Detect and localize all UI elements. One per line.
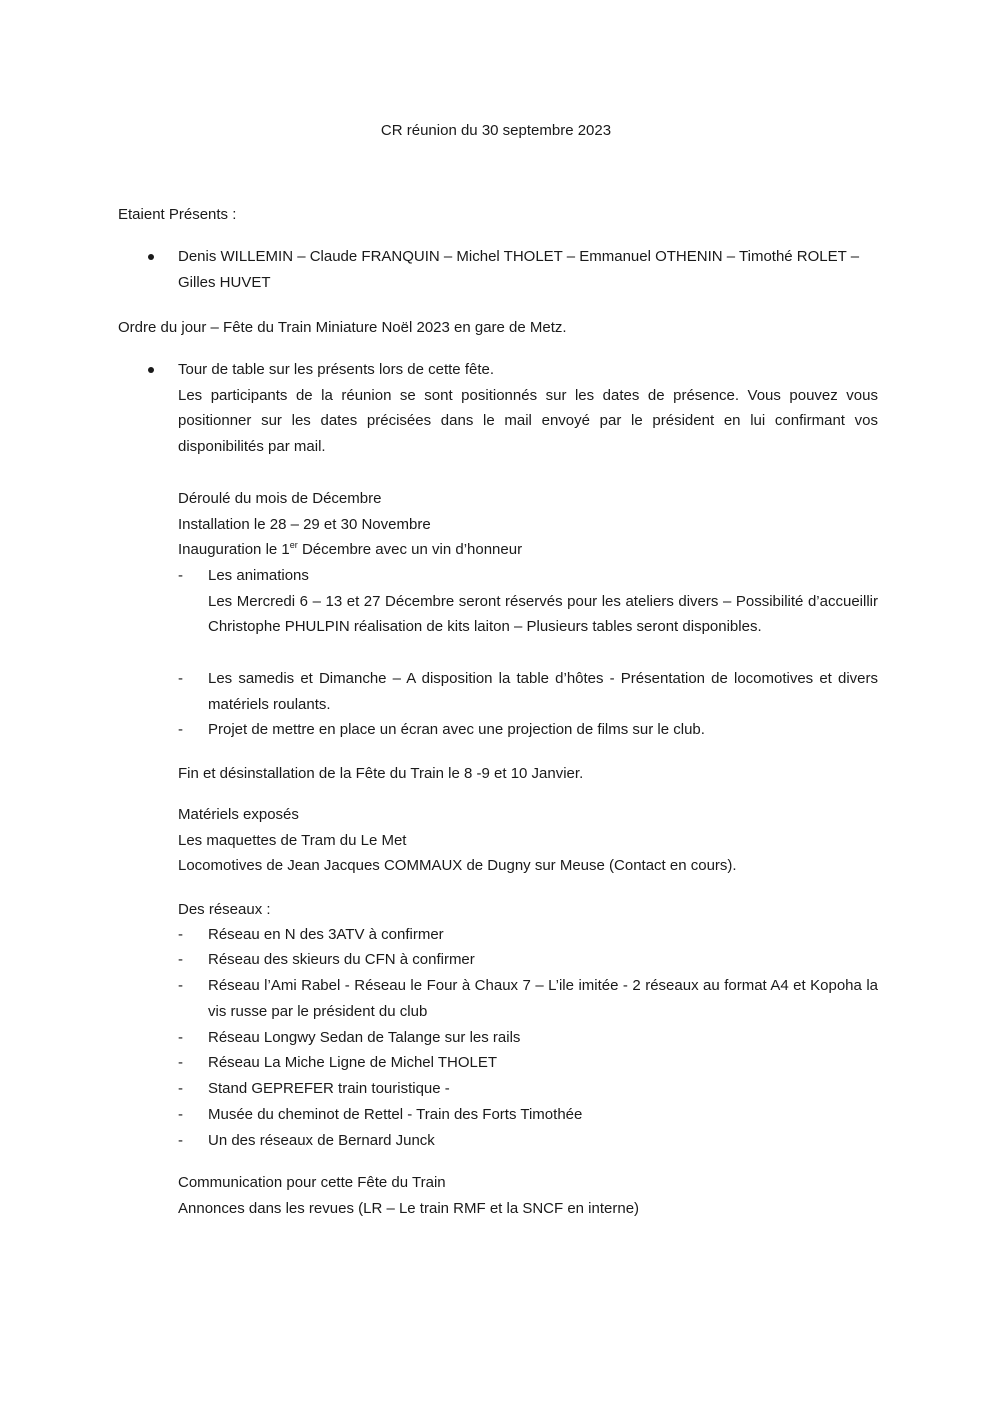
dash-marker: - bbox=[178, 1132, 183, 1149]
document-title: CR réunion du 30 septembre 2023 bbox=[380, 122, 612, 139]
tour-de-table-heading: Tour de table sur les présents lors de cette fête. bbox=[178, 361, 495, 378]
dash-marker: - bbox=[178, 1054, 183, 1071]
communication-section bbox=[178, 1170, 878, 1221]
materiels-line: Les maquettes de Tram du Le Met bbox=[178, 831, 407, 849]
animations-label: Les animations bbox=[208, 567, 309, 584]
bullet-icon bbox=[148, 254, 154, 260]
presents-list: Denis WILLEMIN – Claude FRANQUIN – Michel THOLET – Emmanuel OTHENIN – Timothé ROLET – Gilles HUVET bbox=[178, 248, 860, 291]
dash-marker: - bbox=[178, 977, 183, 994]
document-page: CR réunion du 30 septembre 2023 Etaient Présents : Denis WILLEMIN – Claude FRANQUIN – Michel THOLET – Emmanuel OTHENIN – Timothé ROLET – Gilles HUVET Ordre du jour – Fête du Train Miniature Noël 2023 en gare de Metz. Tour de table sur les présents lors de cette fête. Les participants de la réunion se sont positionnés sur les dates de présence. Vous pouvez vous positionner sur les dates précisées dans le mail envoyé par le président en lui confirmant vos disponibilités par mail. Déroulé du mois de Décembre Installation le 28 – 29 et 30 Novembre Inauguration le 1er Décembre avec un vin d’honneur - Les animations Les Mercredi 6 – 13 et 27 Décembre seront réservés pour les ateliers divers – Possibilité d’accueillir Christophe PHULPIN réalisation de kits laiton – Plusieurs tables seront disponibles. - Les samedis et Dimanche – A disposition la table d’hôtes - Présentation de locomotives et divers matériels roulants. - Projet de mettre en place un écran avec une projection de films sur le club. Fin et désinstallation de la Fête du Train le 8 -9 et 10 Janvier. Matériels exposés Les maquettes de Tram du Le Met Locomotives de Jean Jacques COMMAUX de Dugny sur Meuse (Contact en cours). Des réseaux : - Réseau en N des 3ATV à confirmer - Réseau des skieurs du CFN à confirmer - Réseau l’Ami Rabel - Réseau le Four à Chaux 7 – L’ile imitée - 2 réseaux au format A4 et Kopoha la vis russe par le président du club - Réseau Longwy Sedan de Talange sur les rails - Réseau La Miche Ligne de Michel THOLET - Stand GEPREFER train touristique - - Musée du cheminot de Rettel - Train des Forts Timothée - Un des réseaux de Bernard Junck Communication pour cette Fête du Train Annonces dans les revues (LR – Le train RMF et la SNCF en interne) bbox=[0, 0, 992, 1403]
presents-label: Etaient Présents : bbox=[118, 206, 237, 223]
dash-marker: - bbox=[178, 926, 183, 943]
animations-detail: Les Mercredi 6 – 13 et 27 Décembre seront réservés pour les ateliers divers – Possibilité d’accueillir Christophe PHULPIN réalisation de kits laiton – Plusieurs tables seront disponibles. bbox=[208, 592, 878, 636]
fin-line: Fin et désinstallation de la Fête du Train le 8 -9 et 10 Janvier. bbox=[178, 765, 584, 782]
dash-marker: - bbox=[178, 721, 183, 738]
dash-marker: - bbox=[178, 670, 183, 687]
communication-line: Annonces dans les revues (LR – Le train RMF et la SNCF en interne) bbox=[178, 1199, 640, 1217]
dash-marker: - bbox=[178, 1106, 183, 1123]
installation-line: Installation le 28 – 29 et 30 Novembre bbox=[178, 515, 431, 533]
reseaux-heading: Des réseaux : bbox=[178, 901, 271, 918]
dash-marker: - bbox=[178, 1080, 183, 1097]
dash-marker: - bbox=[178, 1029, 183, 1046]
materiels-line: Locomotives de Jean Jacques COMMAUX de Dugny sur Meuse (Contact en cours). bbox=[178, 857, 737, 875]
tour-de-table bbox=[178, 357, 878, 460]
ordre-du-jour: Ordre du jour – Fête du Train Miniature Noël 2023 en gare de Metz. bbox=[118, 319, 567, 336]
tour-de-table-body: Les participants de la réunion se sont positionnés sur les dates de présence. Vous pouvez vous positionner sur les dates précisées dans le mail envoyé par le président en lui confirmant vos disponibilités par mail. bbox=[178, 386, 878, 456]
materiels-section bbox=[178, 802, 878, 879]
deroule-section bbox=[178, 486, 878, 563]
dash-marker: - bbox=[178, 567, 183, 584]
communication-heading: Communication pour cette Fête du Train bbox=[178, 1174, 446, 1191]
inauguration-line: Inauguration le 1er Décembre avec un vin d’honneur bbox=[178, 540, 523, 559]
dash-marker: - bbox=[178, 951, 183, 968]
bullet-icon bbox=[148, 367, 154, 373]
samedis-text: Les samedis et Dimanche – A disposition la table d’hôtes - Présentation de locomotives et divers matériels roulants. bbox=[208, 670, 878, 713]
deroule-heading: Déroulé du mois de Décembre bbox=[178, 490, 382, 507]
projet-text: Projet de mettre en place un écran avec une projection de films sur le club. bbox=[208, 721, 705, 738]
materiels-heading: Matériels exposés bbox=[178, 806, 299, 823]
